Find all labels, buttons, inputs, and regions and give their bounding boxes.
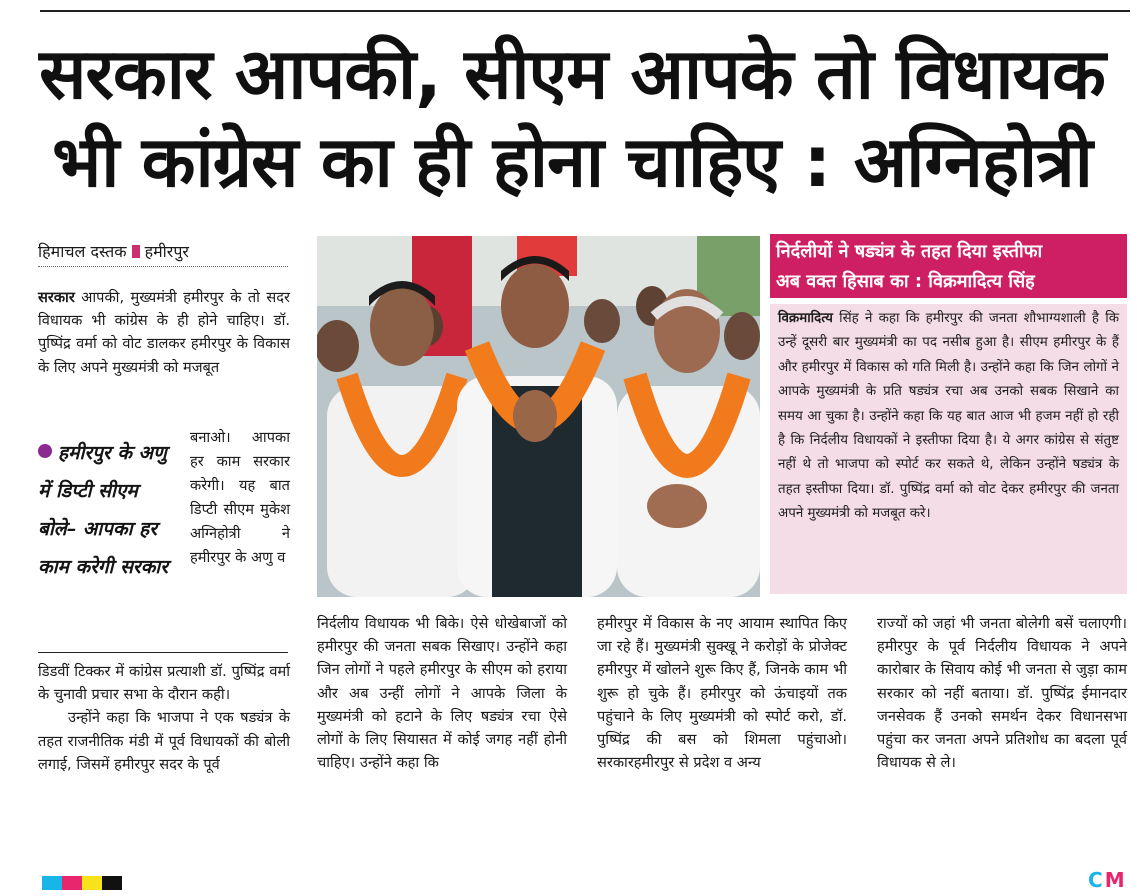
column-1-paragraph-1 — [38, 286, 290, 379]
headline-line-1: सरकार आपकी, सीएम आपके तो विधायक — [39, 33, 1105, 115]
headline-line-2: भी कांग्रेस का ही होना चाहिए : अग्निहोत्री — [52, 121, 1092, 203]
column-2 — [317, 612, 567, 774]
highlight-quote — [38, 434, 178, 586]
dateline-place: हमीरपुर — [144, 242, 189, 261]
color-mark-c: C — [1088, 868, 1105, 892]
sidebox-headline-line-2: अब वक्त हिसाब का : विक्रमादित्य सिंह — [776, 271, 1035, 292]
column-1-paragraph-2: उन्होंने कहा कि भाजपा ने एक षड्यंत्र के तहत राजनीतिक मंडी में पूर्व विधायकों की बोली लगाई, जिसमें हमीरपुर सदर के पूर्व — [38, 709, 290, 773]
sidebox-headline — [770, 234, 1127, 298]
top-rule — [40, 10, 1130, 12]
column-1-text: आपकी, मुख्यमंत्री हमीरपुर के तो सदर विधायक भी कांग्रेस के ही होने चाहिए। डॉ. पुष्पिंद्र वर्मा को वोट डालकर हमीरपुर के विकास के लिए अपने मुख्यमंत्री को मजबूत — [38, 289, 290, 376]
sidebox-text: सिंह ने कहा कि हमीरपुर की जनता शौभाग्यशाली है कि उन्हें दूसरी बार मुख्यमंत्री का पद नसीब हुआ है। सीएम हमीरपुर के हैं और हमीरपुर में विकास को गति मिली है। उन्होंने कहा कि जिन लोगों ने आपके मुख्यमंत्री के प्रति षड्यंत्र रचा अब उनको सबक सिखाने का समय आ चुका है। उन्होंने कहा कि यह बात आज भी हजम नहीं हो रही है कि निर्दलीय विधायकों ने इस्तीफा दिया है। ये अगर कांग्रेस से संतुष्ट नहीं थे तो भाजपा को स्पोर्ट कर सकते थे, लेकिन उन्होंने षड्यंत्र के तहत इस्तीफा दिया। डॉ. पुष्पिंद्र वर्मा को वोट देकर हमीरपुर की जनता अपने मुख्यमंत्री को मजबूत करे। — [778, 311, 1119, 522]
column-2-text: निर्दलीय विधायक भी बिके। ऐसे धोखेबाजों को हमीरपुर की जनता सबक सिखाए। उन्होंने कहा जिन लोगों ने पहले हमीरपुर के सीएम को हराया और अब उन्हीं लोगों ने आपके जिला के मुख्यमंत्री को हटाने के लिए षड्यंत्र रचा ऐसे लोगों के लिए सियासत में कोई जगह नहीं होनी चाहिए। उन्होंने कहा कि — [317, 615, 567, 772]
dateline-source: हिमाचल दस्तक — [38, 242, 127, 261]
dateline-square-icon — [132, 245, 140, 258]
news-photo — [317, 236, 760, 597]
print-registration-bar — [0, 868, 1137, 896]
sidebox-lead-word: विक्रमादित्य — [778, 311, 833, 326]
column-3 — [597, 612, 847, 774]
column-4 — [877, 612, 1127, 774]
magenta-swatch — [62, 876, 82, 890]
bullet-dot-icon — [38, 444, 52, 458]
sidebox-headline-line-1: निर्दलीयों ने षड्यंत्र के तहत दिया इस्तीफा — [776, 241, 1043, 262]
column-4-text: राज्यों को जहां भी जनता बोलेगी बसें चलाएगी। हमीरपुर के पूर्व निर्दलीय विधायक ने अपने कारोबार के सिवाय कोई भी जनता से जुड़ा काम सरकार को नहीं बताया। डॉ. पुष्पिंद्र ईमानदार जनसेवक हैं उनको समर्थन देकर विधानसभा पहुंचा कर जनता अपने प्रतिशोध का बदला पूर्व विधायक से ले। — [877, 615, 1127, 772]
yellow-swatch — [82, 876, 102, 890]
highlight-rule — [38, 652, 288, 653]
color-mark — [1088, 868, 1127, 892]
cyan-swatch — [42, 876, 62, 890]
lead-word: सरकार — [38, 289, 75, 306]
column-1-top — [38, 286, 290, 379]
headline — [12, 30, 1132, 206]
column-1-end-text: डिडवीं टिक्कर में कांग्रेस प्रत्याशी डॉ. पुष्पिंद्र वर्मा के चुनावी प्रचार सभा के दौरान कही। — [38, 663, 290, 704]
photo-illustration — [317, 236, 760, 597]
color-mark-m: M — [1104, 868, 1127, 892]
column-1-narrow — [190, 426, 290, 570]
black-swatch — [102, 876, 122, 890]
dateline — [38, 238, 288, 267]
sidebox-body — [770, 304, 1127, 594]
column-3-text: हमीरपुर में विकास के नए आयाम स्थापित किए जा रहे हैं। मुख्यमंत्री सुक्खू ने करोड़ों के प्रोजेक्ट हमीरपुर में खोलने शुरू किए हैं, जिनके काम भी शुरू हो चुके हैं। हमीरपुर को ऊंचाइयों तक पहुंचाने के लिए मुख्यमंत्री को स्पोर्ट करो, डॉ. पुष्पिंद्र की बस को शिमला पहुंचाओ। सरकारहमीरपुर से प्रदेश व अन्य — [597, 615, 847, 772]
column-1-bottom — [38, 660, 290, 776]
column-1-narrow-text: बनाओ। आपका हर काम सरकार करेगी। यह बात डिप्टी सीएम मुकेश अग्निहोत्री ने हमीरपुर के अणु व — [190, 429, 290, 566]
highlight-text: हमीरपुर के अणु में डिप्टी सीएम बोले– आपका हर काम करेगी सरकार — [38, 442, 168, 578]
